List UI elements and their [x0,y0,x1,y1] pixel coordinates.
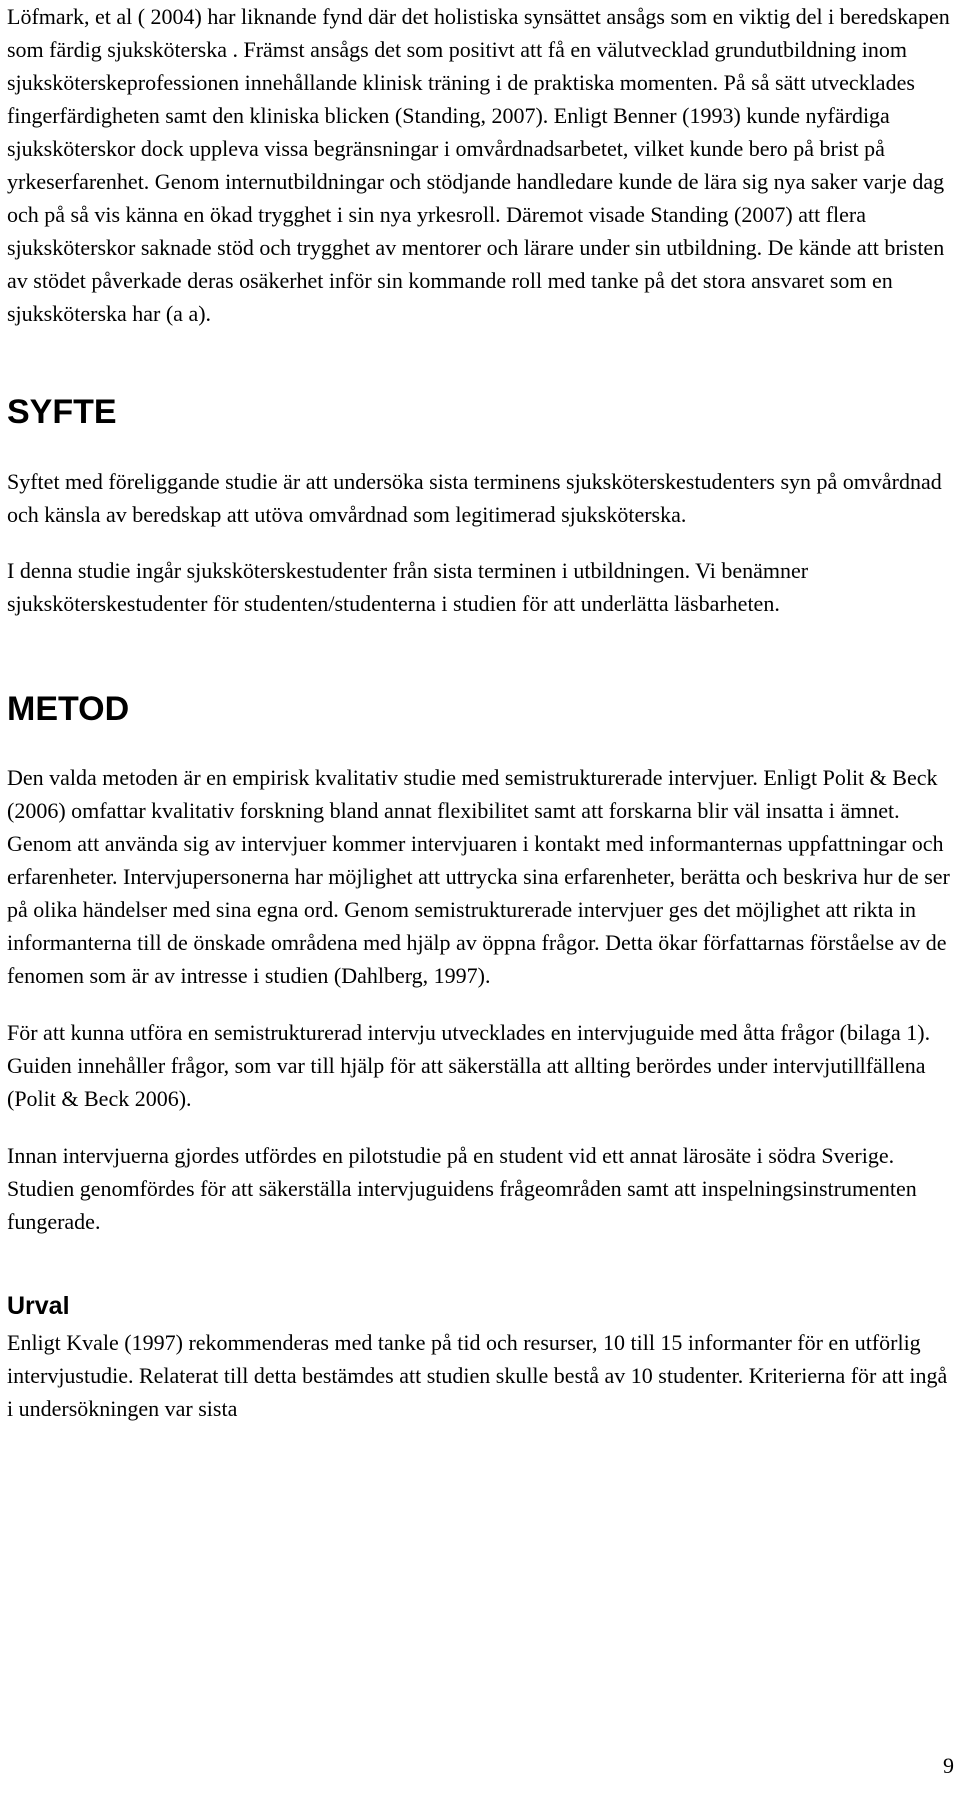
metod-paragraph-3: Innan intervjuerna gjordes utfördes en pilotstudie på en student vid ett annat lärosäte i södra Sverige. Studien genomfördes för att säkerställa intervjuguidens frågeområden samt att inspelningsinstrumenten fungerade. [7,1143,917,1234]
page-number: 9 [943,1753,954,1778]
syfte-paragraph-1: Syftet med föreliggande studie är att undersöka sista terminens sjuksköterskestudenters syn på omvårdnad och känsla av beredskap att utöva omvårdnad som legitimerad sjuksköterska. [7,469,942,527]
metod-paragraph-2: För att kunna utföra en semistrukturerad intervju utvecklades en intervjuguide med åtta frågor (bilaga 1). Guiden innehåller frågor, som var till hjälp för att säkerställa att allting berördes under intervjutillfällena (Polit & Beck 2006). [7,1020,931,1111]
intro-paragraph: Löfmark, et al ( 2004) har liknande fynd där det holistiska synsättet ansågs som en viktig del i beredskapen som färdig sjuksköterska . Främst ansågs det som positivt att få en välutvecklad grundutbildning inom sjuksköterskeprofessionen innehållande klinisk träning i de praktiska momenten. På så sätt utvecklades fingerfärdigheten samt den kliniska blicken (Standing, 2007). Enligt Benner (1993) kunde nyfärdiga sjuksköterskor dock uppleva vissa begränsningar i omvårdnadsarbetet, vilket kunde bero på brist på yrkeserfarenhet. Genom internutbildningar och stödjande handledare kunde de lära sig nya saker varje dag och på så vis känna en ökad trygghet i sin nya yrkesroll. Däremot visade Standing (2007) att flera sjuksköterskor saknade stöd och trygghet av mentorer och lärare under sin utbildning. De kände att bristen av stödet påverkade deras osäkerhet inför sin kommande roll med tanke på det stora ansvaret som en sjuksköterska har (a a). [7,4,950,326]
metod-heading: METOD [7,690,130,728]
urval-heading: Urval [7,1292,70,1320]
metod-paragraph-1: Den valda metoden är en empirisk kvalitativ studie med semistrukturerade intervjuer. Enligt Polit & Beck (2006) omfattar kvalitativ forskning bland annat flexibilitet samt att forskarna blir väl insatta i ämnet. Genom att använda sig av intervjuer kommer intervjuaren i kontakt med informanternas uppfattningar och erfarenheter. Intervjupersonerna har möjlighet att uttrycka sina erfarenheter, berätta och beskriva hur de ser på olika händelser med sina egna ord. Genom semistrukturerade intervjuer ges det möjlighet att rikta in informanterna till de önskade områdena med hjälp av öppna frågor. Detta ökar författarnas förståelse av de fenomen som är av intresse i studien (Dahlberg, 1997). [7,765,950,988]
urval-paragraph-1: Enligt Kvale (1997) rekommenderas med tanke på tid och resurser, 10 till 15 informanter för en utförlig intervjustudie. Relaterat till detta bestämdes att studien skulle bestå av 10 studenter. Kriterierna för att ingå i undersökningen var sista [7,1330,948,1421]
syfte-paragraph-2: I denna studie ingår sjuksköterskestudenter från sista terminen i utbildningen. Vi benämner sjuksköterskestudenter för studenten/studenterna i studien för att underlätta läsbarheten. [7,558,809,616]
document-page [7,0,953,1425]
syfte-heading: SYFTE [7,393,117,431]
